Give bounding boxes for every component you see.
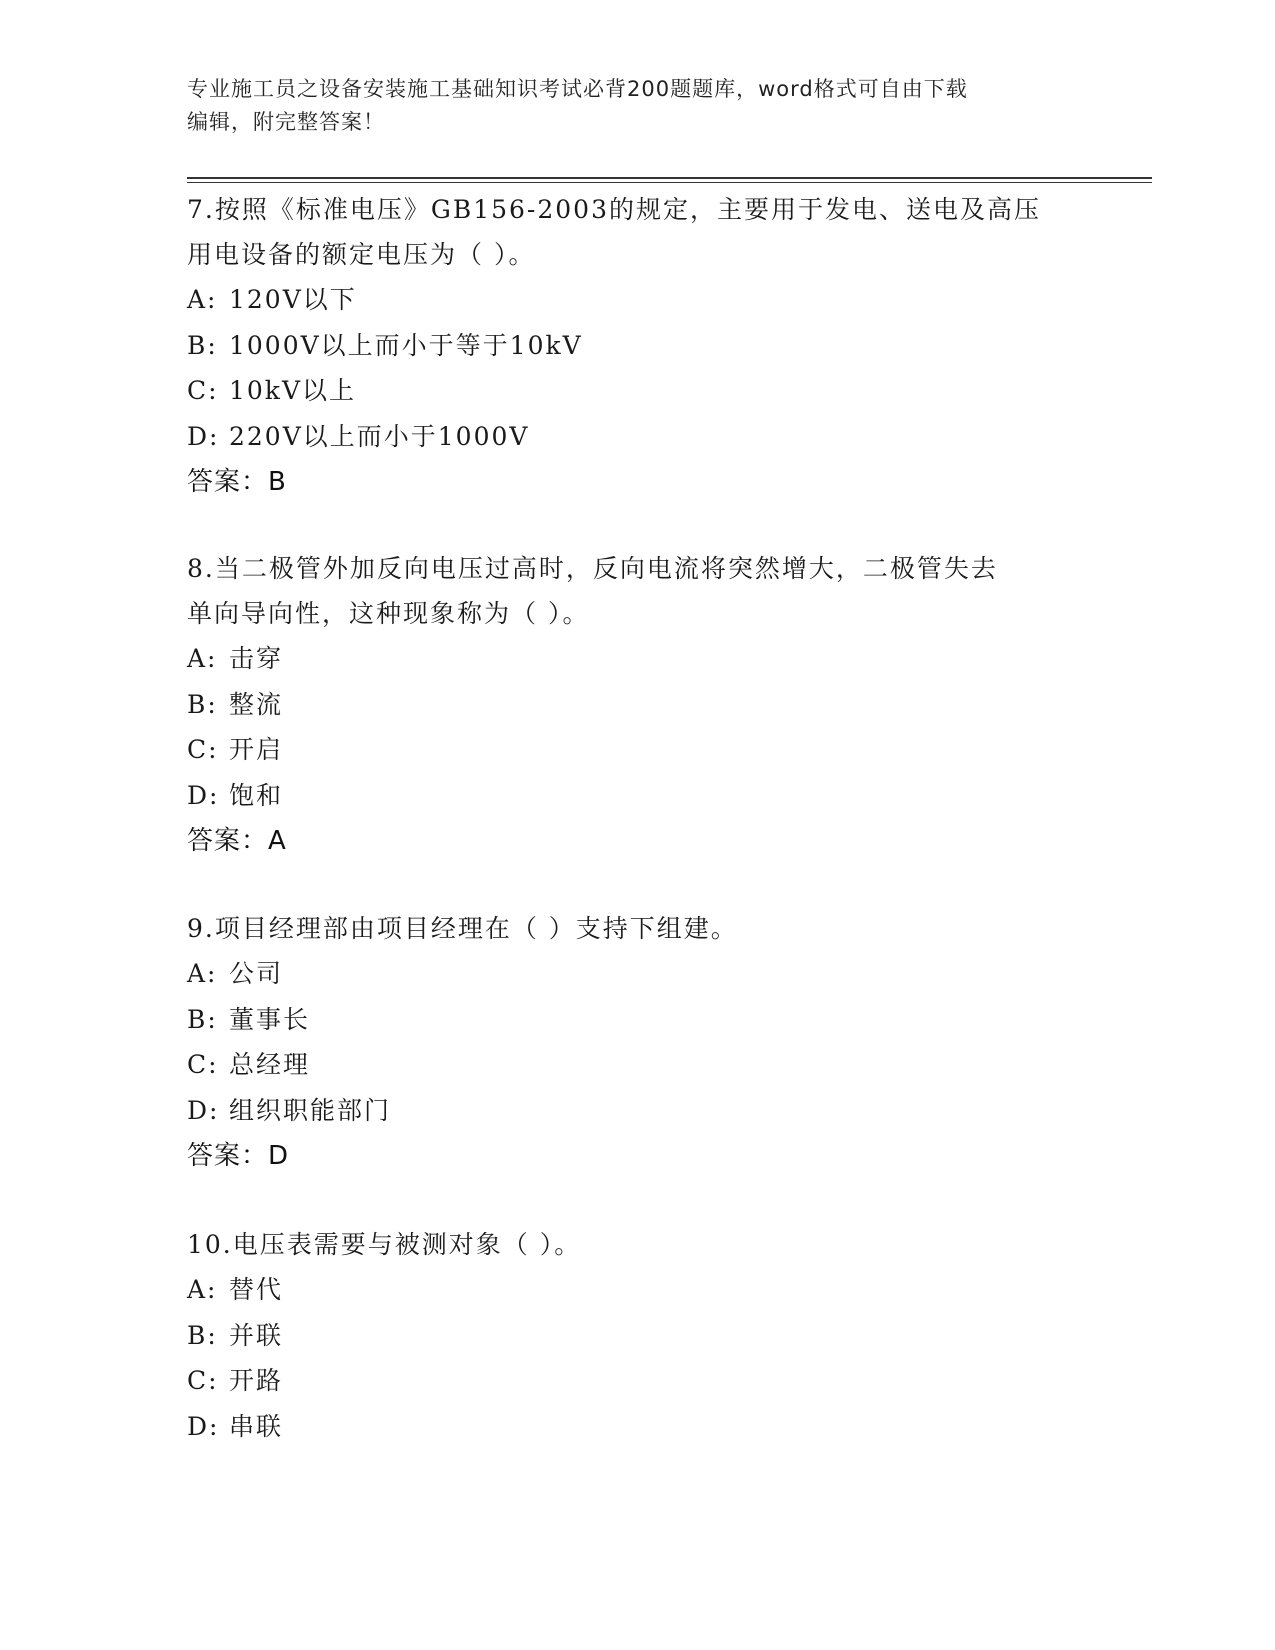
option-text: 120V以下 — [229, 285, 357, 314]
question-stem-line-1: 9.项目经理部由项目经理在（ ）支持下组建。 — [187, 914, 738, 943]
question-stem-line-2: 用电设备的额定电压为（ ）。 — [187, 240, 536, 269]
options-list — [187, 636, 1067, 818]
option-key: C: — [187, 1366, 219, 1395]
option-text: 替代 — [229, 1275, 284, 1304]
option-d — [187, 1404, 1067, 1450]
question-stem-line-1: 7.按照《标准电压》GB156-2003的规定，主要用于发电、送电及高压 — [187, 195, 1041, 224]
option-text: 公司 — [229, 959, 284, 988]
option-c — [187, 727, 1067, 773]
question-7 — [187, 187, 1067, 505]
answer-label: 答案：A — [187, 826, 287, 856]
option-d — [187, 414, 1067, 460]
question-9 — [187, 906, 1067, 1179]
option-c — [187, 1358, 1067, 1404]
option-key: A: — [187, 1275, 218, 1304]
answer-label: 答案：D — [187, 1141, 290, 1171]
answer-label: 答案：B — [187, 467, 287, 497]
option-key: A: — [187, 285, 218, 314]
option-key: B: — [187, 689, 218, 719]
option-text: 10kV以上 — [229, 376, 357, 405]
option-text: 开路 — [229, 1366, 284, 1395]
option-a — [187, 277, 1067, 323]
option-key: B: — [187, 1004, 218, 1034]
option-a — [187, 636, 1067, 682]
option-text: 董事长 — [229, 1004, 311, 1034]
option-text: 总经理 — [229, 1050, 311, 1079]
option-b — [187, 1313, 1067, 1359]
header-title-line-1: 专业施工员之设备安装施工基础知识考试必背200题题库，word格式可自由下载 — [187, 77, 968, 101]
option-key: D: — [187, 1411, 220, 1441]
option-a — [187, 1267, 1067, 1313]
question-stem — [187, 187, 1067, 277]
option-d — [187, 773, 1067, 819]
question-10 — [187, 1222, 1067, 1449]
option-text: 串联 — [229, 1411, 284, 1441]
option-text: 开启 — [229, 735, 284, 764]
option-text: 220V以上而小于1000V — [229, 421, 530, 451]
option-text: 1000V以上而小于等于10kV — [229, 330, 583, 360]
option-key: D: — [187, 421, 220, 451]
option-text: 击穿 — [229, 644, 284, 673]
question-stem — [187, 906, 1067, 951]
option-text: 饱和 — [229, 780, 284, 810]
question-stem — [187, 546, 1067, 636]
option-key: C: — [187, 376, 219, 405]
header-divider-thin — [187, 182, 1152, 183]
option-b — [187, 997, 1067, 1043]
question-8 — [187, 546, 1067, 864]
option-key: B: — [187, 1320, 218, 1350]
option-text: 整流 — [229, 689, 284, 719]
option-d — [187, 1088, 1067, 1134]
option-key: D: — [187, 780, 220, 810]
options-list — [187, 1267, 1067, 1449]
options-list — [187, 277, 1067, 459]
question-stem — [187, 1222, 1067, 1267]
header-title-line-2: 编辑，附完整答案！ — [187, 110, 385, 134]
option-key: D: — [187, 1095, 220, 1125]
option-a — [187, 951, 1067, 997]
option-key: A: — [187, 644, 218, 673]
option-key: A: — [187, 959, 218, 988]
option-key: C: — [187, 1050, 219, 1079]
page-header — [187, 73, 1087, 139]
option-key: C: — [187, 735, 219, 764]
header-divider — [187, 177, 1152, 179]
question-stem-line-1: 10.电压表需要与被测对象（ ）。 — [187, 1230, 582, 1259]
option-b — [187, 682, 1067, 728]
question-stem-line-1: 8.当二极管外加反向电压过高时，反向电流将突然增大，二极管失去 — [187, 554, 998, 583]
options-list — [187, 951, 1067, 1133]
question-stem-line-2: 单向导向性，这种现象称为（ ）。 — [187, 599, 590, 628]
option-text: 并联 — [229, 1320, 284, 1350]
option-b — [187, 323, 1067, 369]
option-c — [187, 368, 1067, 414]
option-c — [187, 1042, 1067, 1088]
option-text: 组织职能部门 — [229, 1095, 392, 1125]
option-key: B: — [187, 330, 218, 360]
